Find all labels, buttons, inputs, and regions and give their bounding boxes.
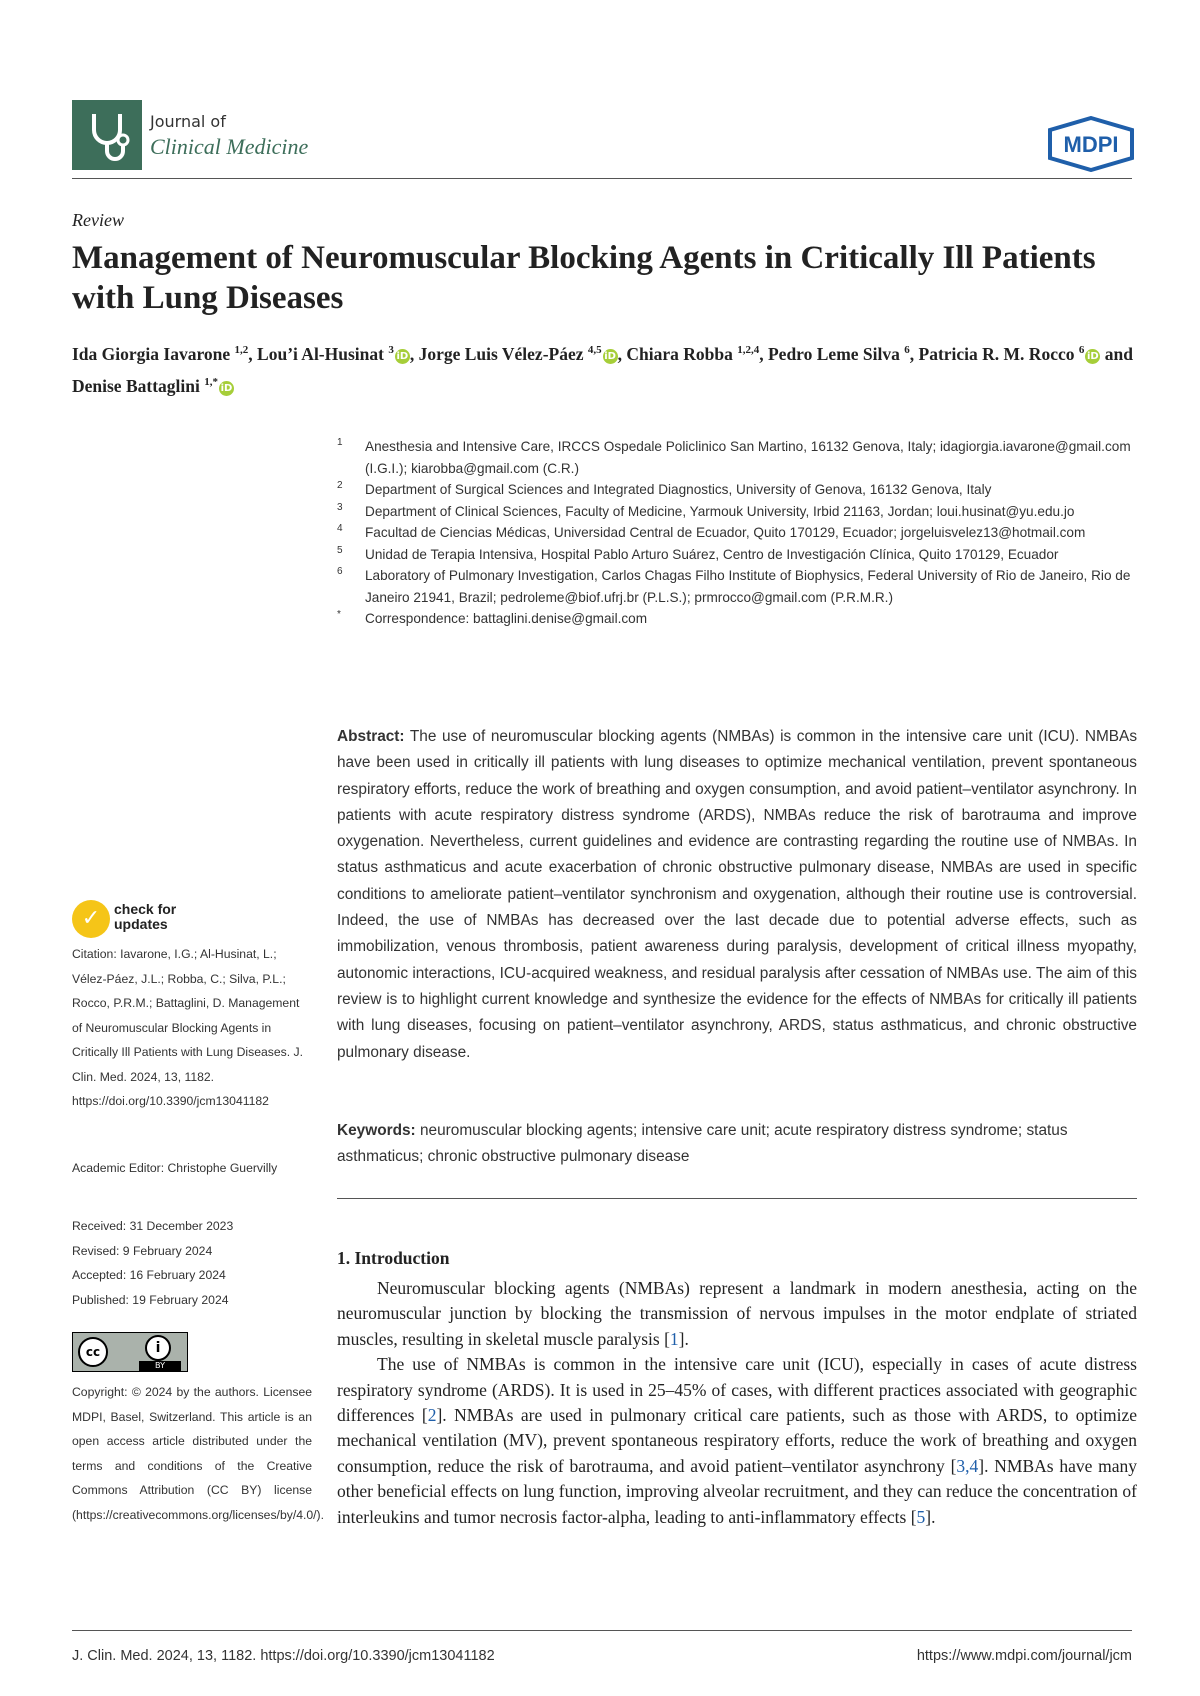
author-separator: , — [617, 343, 627, 364]
article-type: Review — [72, 210, 124, 230]
check-for-updates-icon[interactable]: ✓ — [72, 900, 110, 938]
journal-logo — [72, 100, 142, 170]
stethoscope-icon — [72, 100, 142, 170]
affiliation-text: Anesthesia and Intensive Care, IRCCS Ospedale Policlinico San Martino, 16132 Genova, Italy; idagiorgia.iavarone@gmail.com (I.G.I.); kiarobba@gmail.com (C.R.) — [365, 439, 1131, 476]
affiliation-item — [337, 501, 1137, 523]
author-name: Denise Battaglini — [72, 375, 200, 396]
author-name: Chiara Robba — [626, 343, 733, 364]
affiliation-item — [337, 522, 1137, 544]
journal-name: Clinical Medicine — [150, 134, 309, 159]
author-list — [72, 336, 1142, 400]
abstract — [337, 724, 1137, 1066]
orcid-icon[interactable]: iD — [396, 350, 409, 362]
keywords-text: neuromuscular blocking agents; intensive care unit; acute respiratory distress syndrome; status asthmaticus; chronic obstructive pulmonary disease — [337, 1122, 1068, 1166]
author-affiliation-ref: 1,2 — [234, 344, 249, 356]
cc-by-license-badge[interactable] — [72, 1332, 188, 1372]
author-name: Jorge Luis Vélez-Páez — [418, 343, 584, 364]
affiliation-item — [337, 436, 1137, 479]
footer-journal-url[interactable]: https://www.mdpi.com/journal/jcm — [916, 1648, 1132, 1664]
affiliation-number: * — [337, 609, 341, 620]
academic-editor: Academic Editor: Christophe Guervilly — [72, 1161, 278, 1175]
author-affiliation-ref: 6 — [904, 344, 910, 356]
body-paragraph — [337, 1276, 1137, 1352]
footer-divider — [72, 1630, 1132, 1631]
author-name: Patricia R. M. Rocco — [918, 343, 1075, 364]
author-name: Ida Giorgia Iavarone — [72, 343, 231, 364]
author-name: Lou’i Al-Husinat — [257, 343, 384, 364]
citation: Citation: Iavarone, I.G.; Al-Husinat, L.; Vélez-Páez, J.L.; Robba, C.; Silva, P.L.; Rocco, P.R.M.; Battaglini, D. Management of Neuromuscular Blocking Agents in Critically Ill Patients with Lung Diseases. J. Clin. Med. 2024, 13, 1182. https://doi.org/10.3390/jcm13041182 — [72, 947, 303, 1108]
affiliation-number: 2 — [337, 480, 343, 491]
paragraph-text: Neuromuscular blocking agents (NMBAs) represent a landmark in modern anesthesia, acting on the neuromuscular junction by blocking the transmission of nervous impulses in the motor endplate of striated muscles, resulting in skeletal muscle paralysis [ — [337, 1278, 1137, 1349]
orcid-icon[interactable]: iD — [220, 382, 233, 394]
orcid-icon[interactable]: iD — [1086, 350, 1099, 362]
abstract-label: Abstract: — [337, 728, 405, 745]
body-text — [337, 1276, 1137, 1530]
received-date: Received: 31 December 2023 — [72, 1219, 234, 1233]
affiliation-number: 3 — [337, 501, 343, 513]
author-affiliation-ref: 4,5 — [587, 344, 602, 356]
affiliation-text: Unidad de Terapia Intensiva, Hospital Pablo Arturo Suárez, Centro de Investigación Clínica, Quito 170129, Ecuador — [365, 546, 1059, 562]
citation-link[interactable]: 2 — [427, 1405, 437, 1426]
abstract-divider — [337, 1198, 1137, 1199]
revised-date: Revised: 9 February 2024 — [72, 1243, 213, 1258]
citation-link[interactable]: 3,4 — [956, 1455, 979, 1476]
affiliation-number: 4 — [337, 523, 343, 534]
paragraph-text: ]. NMBAs have many other beneficial effects on lung function, improving alveolar recruitment, and they can reduce the concentration of interleukins and tumor necrosis factor-alpha, leading to anti-inflammatory effects [ — [337, 1455, 1138, 1527]
author-affiliation-ref: 6 — [1078, 344, 1085, 356]
footer-citation: J. Clin. Med. 2024, 13, 1182. https://doi.org/10.3390/jcm13041182 — [72, 1648, 495, 1664]
affiliation-item — [337, 565, 1137, 608]
author-name: Pedro Leme Silva — [767, 343, 900, 364]
article-title: Management of Neuromuscular Blocking Agents in Critically Ill Patients with Lung Diseases — [72, 240, 1096, 316]
affiliation-text: Laboratory of Pulmonary Investigation, Carlos Chagas Filho Institute of Biophysics, Federal University of Rio de Janeiro, Rio de Janeiro 21941, Brazil; pedroleme@biof.ufrj.br (P.L.S.); prmrocco@gmail.com (P.R.M.R.) — [365, 568, 1131, 605]
mdpi-logo[interactable] — [1046, 116, 1136, 172]
author-affiliation-ref: 1,2,4 — [737, 344, 760, 356]
header-divider — [72, 178, 1132, 179]
abstract-text: The use of neuromuscular blocking agents (NMBAs) is common in the intensive care unit (ICU). NMBAs have been used in critically ill patients with lung diseases to optimize mechanical ventilation, prevent spontaneous respiratory efforts, reduce the work of breathing and oxygen consumption, and avoid patient–ventilator asynchrony. In patients with acute respiratory distress syndrome (ARDS), NMBAs reduce the risk of barotrauma and improve oxygenation. Nevertheless, current guidelines and evidence are contrasting regarding the routine use of NMBAs. In status asthmaticus and acute exacerbation of chronic obstructive pulmonary disease, NMBAs are used in specific conditions to ameliorate patient–ventilator synchronism and oxygenation, although their routine use is controversial. Indeed, the use of NMBAs has decreased over the last decade due to potential adverse effects, such as immobilization, venous thrombosis, patient awareness during paralysis, development of critical illness myopathy, autonomic interactions, ICU-acquired weakness, and residual paralysis after cessation of NMBAs use. The aim of this review is to highlight current knowledge and synthesize the evidence for the effects of NMBAs for critically ill patients with lung diseases, focusing on patient–ventilator asynchrony, ARDS, status asthmaticus, and chronic obstructive pulmonary disease. — [337, 728, 1138, 1061]
cc-by-label: BY — [139, 1361, 181, 1371]
cc-icon: cc — [78, 1337, 108, 1367]
paragraph-text: ]. — [925, 1506, 936, 1527]
author-affiliation-ref: 1,* — [204, 375, 218, 388]
affiliation-item — [337, 608, 1137, 630]
paragraph-text: ]. NMBAs are used in pulmonary critical care patients, such as those with ARDS, to optimize mechanical ventilation (MV), prevent spontaneous respiratory efforts, reduce the work of breathing and oxygen consumption, reduce the risk of barotrauma, and avoid patient–ventilator asynchrony [ — [337, 1405, 1137, 1476]
author-separator: , — [909, 343, 919, 364]
author-affiliation-ref: 3 — [388, 344, 394, 356]
check-for-updates-label[interactable] — [114, 902, 176, 932]
published-date: Published: 19 February 2024 — [72, 1292, 229, 1307]
affiliation-text: Correspondence: battaglini.denise@gmail.com — [365, 611, 648, 626]
attribution-person-icon: i — [145, 1335, 171, 1361]
citation-link[interactable]: 5 — [916, 1506, 926, 1527]
affiliation-number: 6 — [337, 566, 343, 577]
keywords-label: Keywords: — [337, 1122, 416, 1139]
check-line-1: check for — [114, 901, 177, 917]
affiliation-text: Department of Surgical Sciences and Integrated Diagnostics, University of Genova, 16132 Genova, Italy — [365, 482, 992, 497]
author-separator: , — [759, 343, 768, 364]
affiliation-item — [337, 544, 1137, 566]
author-separator: and — [1100, 343, 1133, 364]
check-line-2: updates — [114, 916, 168, 932]
affiliations — [337, 436, 1137, 630]
paragraph-text: ]. — [678, 1328, 689, 1349]
citation-link[interactable]: 1 — [669, 1328, 679, 1349]
author-separator: , — [248, 343, 258, 364]
journal-of-label: Journal of — [150, 112, 226, 131]
affiliation-text: Facultad de Ciencias Médicas, Universidad Central de Ecuador, Quito 170129, Ecuador; jorgeluisvelez13@hotmail.com — [365, 525, 1086, 540]
author-separator: , — [409, 343, 419, 364]
affiliation-number: 1 — [337, 437, 343, 448]
orcid-icon[interactable]: iD — [604, 350, 616, 362]
section-heading: 1. Introduction — [337, 1248, 450, 1268]
affiliation-item — [337, 479, 1137, 501]
affiliation-number: 5 — [337, 544, 343, 556]
accepted-date: Accepted: 16 February 2024 — [72, 1268, 226, 1282]
mdpi-logo-text: MDPI — [1063, 132, 1119, 157]
body-paragraph — [337, 1352, 1137, 1530]
affiliation-text: Department of Clinical Sciences, Faculty of Medicine, Yarmouk University, Irbid 21163, Jordan; loui.husinat@yu.edu.jo — [365, 503, 1075, 519]
copyright-notice: Copyright: © 2024 by the authors. Licensee MDPI, Basel, Switzerland. This article is an open access article distributed under the terms and conditions of the Creative Commons Attribution (CC BY) license (https://creativecommons.org/licenses/by/4.0/). — [72, 1385, 324, 1522]
publication-dates — [72, 1214, 312, 1312]
keywords — [337, 1118, 1137, 1171]
paragraph-text: The use of NMBAs is common in the intensive care unit (ICU), especially in cases of acute distress respiratory syndrome (ARDS). It is used in 25–45% of cases, with different practices associated with geographic differences [ — [337, 1354, 1137, 1426]
